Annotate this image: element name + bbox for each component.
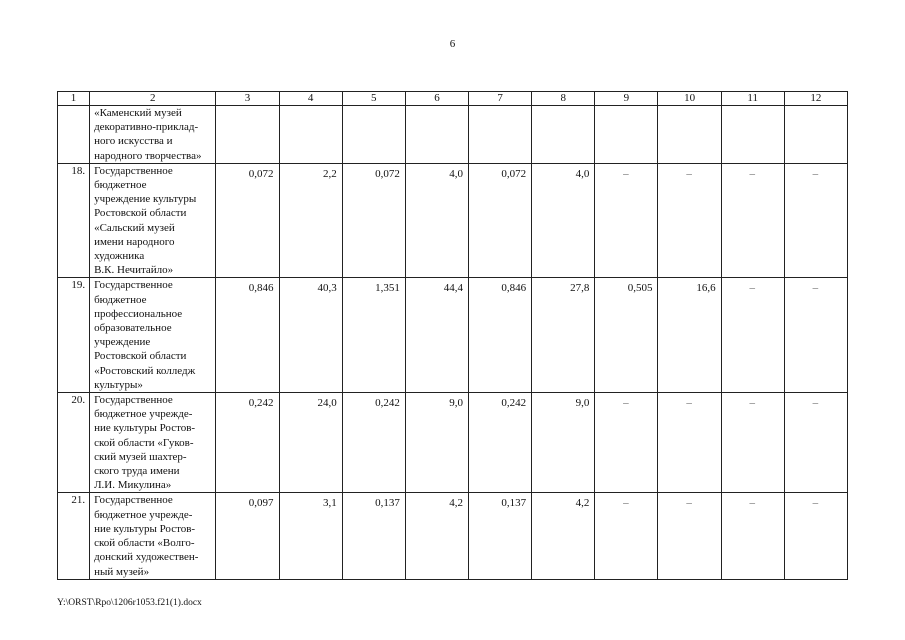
cell-value xyxy=(405,106,468,164)
institution-name: Государственное бюджетное учреждение культуры Ростовской области «Сальский музей имени народного художника В.К. Нечитайло» xyxy=(90,163,216,278)
cell-value: 0,505 xyxy=(595,278,658,393)
cell-value xyxy=(216,106,279,164)
cell-value: – xyxy=(784,493,847,579)
page-number: 6 xyxy=(449,38,456,50)
file-path-footer: Y:\ORST\Rpo\1206r1053.f21(1).docx xyxy=(57,598,202,608)
cell-value: 40,3 xyxy=(279,278,342,393)
cell-value: – xyxy=(595,493,658,579)
cell-value: 4,2 xyxy=(405,493,468,579)
cell-value: – xyxy=(721,278,784,393)
cell-value: – xyxy=(784,278,847,393)
cell-value xyxy=(784,106,847,164)
row-number: 20. xyxy=(58,393,90,493)
cell-value: – xyxy=(658,393,721,493)
column-header: 7 xyxy=(469,92,532,106)
cell-value: 0,846 xyxy=(469,278,532,393)
cell-value: 9,0 xyxy=(405,393,468,493)
table-row xyxy=(58,393,848,493)
cell-value: 9,0 xyxy=(532,393,595,493)
table-row xyxy=(58,106,848,164)
data-table xyxy=(57,91,848,580)
column-header: 1 xyxy=(58,92,90,106)
cell-value xyxy=(721,106,784,164)
cell-value xyxy=(532,106,595,164)
cell-value: – xyxy=(721,493,784,579)
institution-name: Государственное бюджетное учрежде- ние культуры Ростов- ской области «Волго- донский художествен- ный музей» xyxy=(90,493,216,579)
cell-value: 44,4 xyxy=(405,278,468,393)
cell-value: – xyxy=(658,163,721,278)
column-header: 10 xyxy=(658,92,721,106)
cell-value: 27,8 xyxy=(532,278,595,393)
cell-value: 24,0 xyxy=(279,393,342,493)
column-header: 3 xyxy=(216,92,279,106)
table-row xyxy=(58,278,848,393)
cell-value: – xyxy=(595,393,658,493)
cell-value: 0,097 xyxy=(216,493,279,579)
column-header: 6 xyxy=(405,92,468,106)
row-number xyxy=(58,106,90,164)
cell-value xyxy=(658,106,721,164)
cell-value: 0,137 xyxy=(469,493,532,579)
cell-value: – xyxy=(595,163,658,278)
row-number: 19. xyxy=(58,278,90,393)
cell-value: 0,072 xyxy=(342,163,405,278)
cell-value: 4,2 xyxy=(532,493,595,579)
cell-value: 0,072 xyxy=(469,163,532,278)
cell-value: 4,0 xyxy=(405,163,468,278)
institution-name: «Каменский музей декоративно-приклад- ного искусства и народного творчества» xyxy=(90,106,216,164)
institution-name: Государственное бюджетное профессиональное образовательное учреждение Ростовской области «Ростовский колледж культуры» xyxy=(90,278,216,393)
cell-value: 4,0 xyxy=(532,163,595,278)
cell-value xyxy=(279,106,342,164)
cell-value: 0,072 xyxy=(216,163,279,278)
row-number: 18. xyxy=(58,163,90,278)
column-header: 11 xyxy=(721,92,784,106)
cell-value: – xyxy=(721,393,784,493)
column-header-row xyxy=(58,92,848,106)
cell-value xyxy=(342,106,405,164)
cell-value: – xyxy=(784,163,847,278)
column-header: 5 xyxy=(342,92,405,106)
column-header: 9 xyxy=(595,92,658,106)
cell-value: 0,242 xyxy=(469,393,532,493)
cell-value: – xyxy=(658,493,721,579)
cell-value: 2,2 xyxy=(279,163,342,278)
institution-name: Государственное бюджетное учрежде- ние культуры Ростов- ской области «Гуков- ский музей шахтер- ского труда имени Л.И. Микулина» xyxy=(90,393,216,493)
cell-value: 0,137 xyxy=(342,493,405,579)
cell-value: 0,846 xyxy=(216,278,279,393)
column-header: 4 xyxy=(279,92,342,106)
cell-value: 3,1 xyxy=(279,493,342,579)
column-header: 12 xyxy=(784,92,847,106)
cell-value: 0,242 xyxy=(342,393,405,493)
cell-value: – xyxy=(784,393,847,493)
column-header: 2 xyxy=(90,92,216,106)
cell-value xyxy=(469,106,532,164)
cell-value: 16,6 xyxy=(658,278,721,393)
cell-value: 1,351 xyxy=(342,278,405,393)
column-header: 8 xyxy=(532,92,595,106)
cell-value: – xyxy=(721,163,784,278)
row-number: 21. xyxy=(58,493,90,579)
table-row xyxy=(58,493,848,579)
cell-value xyxy=(595,106,658,164)
table-row xyxy=(58,163,848,278)
cell-value: 0,242 xyxy=(216,393,279,493)
